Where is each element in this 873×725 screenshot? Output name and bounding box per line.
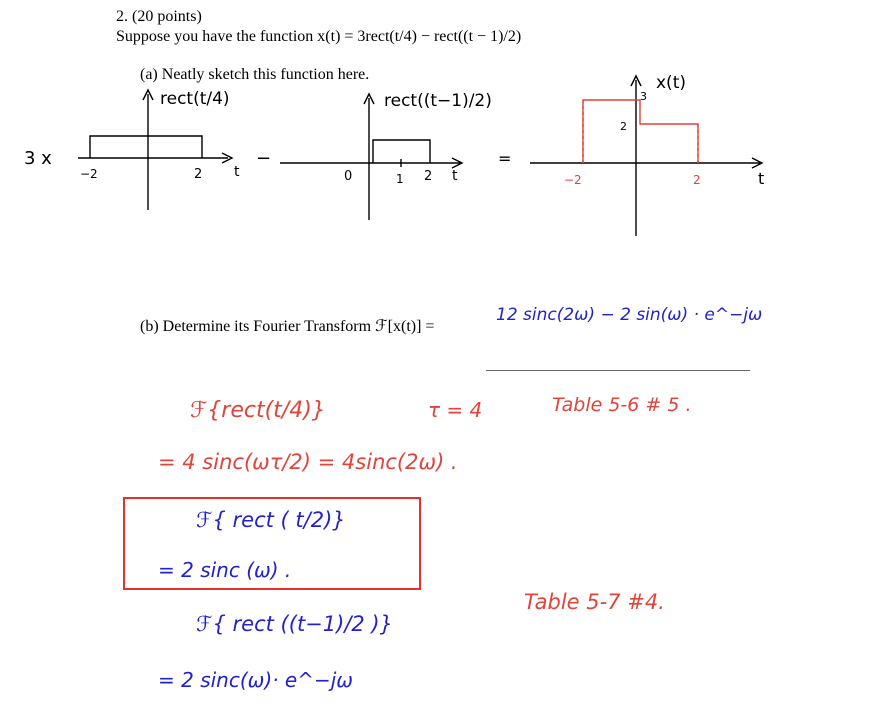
question-number: 2. (20 points) (116, 8, 202, 25)
right-level-3: 3 (640, 90, 647, 103)
equals-sign: = (498, 149, 512, 168)
work-tau: τ = 4 (428, 398, 483, 422)
middle-tick-t: t (452, 168, 458, 184)
middle-tick-0: 0 (344, 169, 353, 184)
answer-handwritten: 12 sinc(2ω) − 2 sin(ω) · e^−jω (496, 305, 763, 325)
right-tick-2: 2 (693, 173, 701, 187)
sketch-figure (0, 60, 873, 250)
left-tick-neg2: −2 (80, 167, 98, 181)
work-ref1: Table 5-6 # 5 . (552, 394, 692, 416)
part-a-label: (a) Neatly sketch this function here. (140, 66, 370, 83)
work-ref2: Table 5-7 #4. (524, 590, 665, 614)
middle-tick-1: 1 (396, 172, 404, 186)
left-tick-t: t (234, 164, 240, 180)
box-line1: ℱ{ rect ( t/2)} (196, 508, 346, 532)
answer-underline (486, 370, 750, 371)
left-title: rect(t/4) (160, 89, 230, 109)
middle-title: rect((t−1)/2) (384, 91, 492, 111)
work-line1: ℱ{rect(t/4)} (190, 398, 326, 423)
right-level-2: 2 (620, 120, 627, 133)
left-tick-2: 2 (194, 167, 203, 182)
left-rect-pulse (90, 136, 202, 158)
middle-tick-2: 2 (424, 169, 433, 184)
right-title: x(t) (656, 73, 686, 93)
right-tick-neg2: −2 (564, 173, 582, 187)
work-line4: = 2 sinc(ω)· e^−jω (158, 668, 354, 692)
coef-3x: 3 x (24, 148, 52, 169)
question-statement: Suppose you have the function x(t) = 3rect(t/4) − rect((t − 1)/2) (116, 28, 522, 45)
box-line2: = 2 sinc (ω) . (158, 558, 292, 582)
right-xt-graph (583, 100, 636, 163)
work-line2: = 4 sinc(ωτ/2) = 4sinc(2ω) . (158, 450, 458, 474)
minus-sign: − (256, 148, 272, 169)
right-tick-t: t (758, 169, 765, 188)
work-line3: ℱ{ rect ((t−1)/2 )} (196, 612, 393, 636)
part-b-label: (b) Determine its Fourier Transform ℱ[x(t)] = (140, 318, 435, 335)
